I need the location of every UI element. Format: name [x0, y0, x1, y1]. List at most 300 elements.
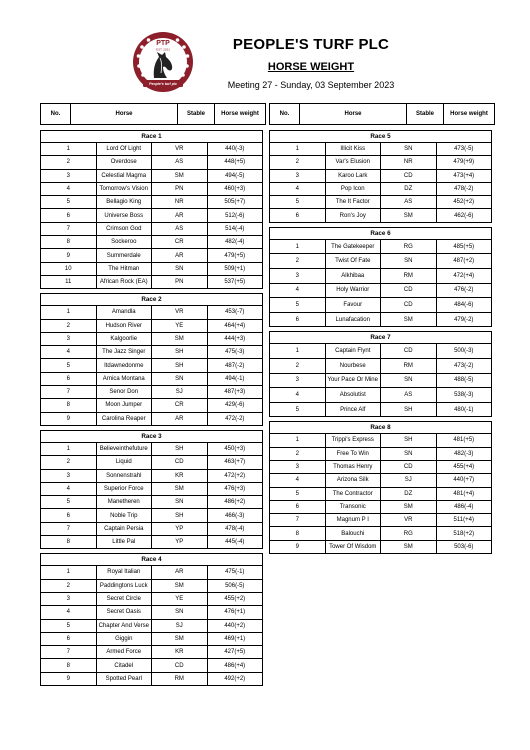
cell-no: 6	[41, 209, 97, 222]
cell-no: 2	[270, 156, 326, 169]
cell-no: 9	[41, 672, 97, 685]
cell-weight: 494(-1)	[207, 372, 263, 385]
cell-horse: Sockeroo	[96, 236, 152, 249]
cell-no: 5	[270, 402, 326, 417]
cell-horse: Tower Of Wisdom	[325, 540, 381, 553]
cell-stable: SH	[152, 359, 208, 372]
cell-no: 8	[41, 236, 97, 249]
table-row	[270, 358, 492, 373]
cell-no: 6	[41, 632, 97, 645]
cell-weight: 448(+5)	[207, 156, 263, 169]
table-row	[41, 496, 263, 509]
cell-horse: Hudson River	[96, 319, 152, 332]
cell-horse: Chapter And Verse	[96, 619, 152, 632]
meeting-info: Meeting 27 - Sunday, 03 September 2023	[227, 80, 395, 90]
cell-no: 1	[270, 344, 326, 359]
cell-horse: African Rock (EA)	[96, 275, 152, 288]
table-row	[270, 388, 492, 403]
cell-stable: YP	[152, 536, 208, 549]
cell-no: 6	[270, 209, 326, 222]
table-row	[270, 527, 492, 540]
table-row	[41, 536, 263, 549]
cell-weight: 485(+5)	[436, 239, 492, 254]
cell-horse: Trippi's Express	[325, 434, 381, 447]
cell-no: 8	[270, 527, 326, 540]
cell-no: 9	[41, 412, 97, 425]
cell-stable: RM	[381, 358, 437, 373]
cell-horse: Lord Of Light	[96, 143, 152, 156]
cell-stable: SH	[381, 434, 437, 447]
cell-horse: Royal Italian	[96, 566, 152, 579]
table-row	[41, 359, 263, 372]
cell-stable: CD	[381, 344, 437, 359]
cell-weight: 475(-1)	[207, 566, 263, 579]
header-stable: Stable	[178, 104, 215, 125]
cell-weight: 473(-5)	[436, 143, 492, 156]
cell-horse: Captain Persia	[96, 522, 152, 535]
table-row	[270, 196, 492, 209]
cell-no: 4	[41, 606, 97, 619]
cell-horse: Arnica Montana	[96, 372, 152, 385]
cell-horse: Lunafacation	[325, 312, 381, 327]
table-row	[41, 143, 263, 156]
table-row	[270, 182, 492, 195]
table-row	[270, 460, 492, 473]
cell-no: 1	[41, 306, 97, 319]
cell-stable: SM	[152, 169, 208, 182]
cell-horse: Favour	[325, 298, 381, 313]
cell-no: 7	[270, 514, 326, 527]
cell-stable: VR	[152, 306, 208, 319]
cell-horse: The Jazz Singer	[96, 346, 152, 359]
cell-stable: SM	[381, 540, 437, 553]
cell-weight: 440(+2)	[207, 619, 263, 632]
header-no: No.	[270, 104, 300, 125]
cell-stable: SJ	[381, 474, 437, 487]
header-weight: Horse weight	[444, 104, 495, 125]
cell-weight: 462(-6)	[436, 209, 492, 222]
race-table	[269, 130, 492, 223]
cell-no: 5	[41, 496, 97, 509]
cell-horse: The Gatekeeper	[325, 239, 381, 254]
cell-no: 1	[41, 143, 97, 156]
cell-horse: Balouchi	[325, 527, 381, 540]
table-row	[270, 209, 492, 222]
cell-no: 8	[41, 659, 97, 672]
cell-weight: 444(+3)	[207, 332, 263, 345]
cell-no: 3	[270, 460, 326, 473]
cell-weight: 469(+1)	[207, 632, 263, 645]
table-row	[270, 143, 492, 156]
cell-horse: Kalgoorlie	[96, 332, 152, 345]
cell-weight: 505(+7)	[207, 196, 263, 209]
cell-stable: SH	[381, 402, 437, 417]
table-row	[270, 474, 492, 487]
cell-weight: 514(-4)	[207, 222, 263, 235]
cell-horse: Superior Force	[96, 482, 152, 495]
cell-no: 6	[41, 509, 97, 522]
cell-horse: Spotted Pearl	[96, 672, 152, 685]
cell-no: 3	[41, 469, 97, 482]
cell-stable: KR	[152, 646, 208, 659]
cell-weight: 537(+5)	[207, 275, 263, 288]
cell-no: 1	[270, 143, 326, 156]
cell-horse: The It Factor	[325, 196, 381, 209]
race-title: Race 5	[270, 131, 492, 143]
table-row	[270, 402, 492, 417]
cell-weight: 480(-1)	[436, 402, 492, 417]
race-title: Race 7	[270, 332, 492, 344]
cell-weight: 478(-4)	[207, 522, 263, 535]
cell-no: 1	[41, 566, 97, 579]
cell-stable: AR	[152, 412, 208, 425]
cell-stable: SN	[381, 373, 437, 388]
cell-no: 8	[41, 399, 97, 412]
cell-horse: Little Pal	[96, 536, 152, 549]
cell-horse: Noble Trip	[96, 509, 152, 522]
race-table	[40, 430, 263, 549]
cell-no: 4	[270, 283, 326, 298]
table-row	[41, 386, 263, 399]
cell-horse: Twist Of Fate	[325, 254, 381, 269]
cell-horse: Citadel	[96, 659, 152, 672]
cell-weight: 494(-5)	[207, 169, 263, 182]
table-row	[270, 298, 492, 313]
cell-no: 11	[41, 275, 97, 288]
cell-weight: 479(+5)	[207, 249, 263, 262]
table-row	[41, 592, 263, 605]
table-row	[41, 646, 263, 659]
cell-stable: RG	[381, 527, 437, 540]
cell-no: 9	[270, 540, 326, 553]
cell-weight: 509(+1)	[207, 262, 263, 275]
cell-no: 3	[270, 169, 326, 182]
cell-horse: Carolina Reaper	[96, 412, 152, 425]
table-row	[41, 196, 263, 209]
race-title: Race 2	[41, 294, 263, 306]
cell-weight: 486(+4)	[207, 659, 263, 672]
cell-stable: RG	[381, 239, 437, 254]
cell-stable: SM	[152, 332, 208, 345]
cell-stable: AR	[152, 209, 208, 222]
table-row	[270, 156, 492, 169]
logo-est: EST. 2021	[156, 47, 170, 52]
table-row	[270, 434, 492, 447]
cell-no: 2	[41, 319, 97, 332]
table-row	[41, 209, 263, 222]
table-row	[270, 344, 492, 359]
cell-stable: YE	[152, 592, 208, 605]
cell-horse: Secret Circle	[96, 592, 152, 605]
cell-no: 7	[41, 646, 97, 659]
cell-weight: 464(+4)	[207, 319, 263, 332]
table-row	[41, 442, 263, 455]
cell-horse: Senor Don	[96, 386, 152, 399]
cell-horse: Crimson God	[96, 222, 152, 235]
cell-no: 2	[270, 254, 326, 269]
cell-stable: NR	[381, 156, 437, 169]
cell-horse: The Hitman	[96, 262, 152, 275]
cell-stable: SN	[152, 372, 208, 385]
cell-horse: Giggin	[96, 632, 152, 645]
cell-weight: 455(+4)	[436, 460, 492, 473]
table-row	[41, 319, 263, 332]
cell-stable: DZ	[381, 487, 437, 500]
race-table	[40, 293, 263, 426]
cell-stable: SN	[152, 496, 208, 509]
race-table	[269, 421, 492, 554]
cell-weight: 475(-3)	[207, 346, 263, 359]
cell-no: 1	[41, 442, 97, 455]
cell-weight: 463(+7)	[207, 456, 263, 469]
cell-weight: 482(-4)	[207, 236, 263, 249]
cell-weight: 427(+5)	[207, 646, 263, 659]
cell-stable: CD	[381, 460, 437, 473]
cell-weight: 460(+3)	[207, 182, 263, 195]
column-header	[40, 103, 266, 125]
cell-stable: NR	[152, 196, 208, 209]
cell-stable: AR	[152, 249, 208, 262]
cell-weight: 466(-3)	[207, 509, 263, 522]
right-column	[269, 103, 492, 558]
cell-no: 6	[41, 372, 97, 385]
cell-stable: CD	[152, 456, 208, 469]
cell-horse: Itdawnedonme	[96, 359, 152, 372]
cell-weight: 487(-2)	[207, 359, 263, 372]
cell-no: 3	[41, 592, 97, 605]
cell-no: 2	[270, 447, 326, 460]
header-horse: Horse	[300, 104, 407, 125]
cell-horse: Sonnenstrahl	[96, 469, 152, 482]
cell-stable: SM	[152, 632, 208, 645]
document-title: HORSE WEIGHT	[267, 61, 355, 73]
cell-horse: Arizona Silk	[325, 474, 381, 487]
cell-horse: Alkhibaa	[325, 268, 381, 283]
cell-stable: SN	[152, 606, 208, 619]
cell-horse: Bellagio King	[96, 196, 152, 209]
cell-weight: 486(-4)	[436, 500, 492, 513]
table-row	[41, 619, 263, 632]
cell-no: 2	[270, 358, 326, 373]
race-table	[40, 553, 263, 686]
cell-weight: 486(+2)	[207, 496, 263, 509]
table-row	[41, 275, 263, 288]
cell-stable: AS	[152, 222, 208, 235]
cell-no: 4	[270, 182, 326, 195]
cell-weight: 492(+2)	[207, 672, 263, 685]
cell-stable: CD	[381, 283, 437, 298]
table-row	[41, 412, 263, 425]
race-table	[40, 130, 263, 289]
cell-stable: PN	[152, 182, 208, 195]
cell-weight: 479(+9)	[436, 156, 492, 169]
cell-weight: 512(-6)	[207, 209, 263, 222]
cell-weight: 487(+2)	[436, 254, 492, 269]
table-row	[41, 169, 263, 182]
header-weight: Horse weight	[215, 104, 266, 125]
cell-no: 2	[41, 156, 97, 169]
table-row	[41, 522, 263, 535]
cell-stable: SN	[381, 143, 437, 156]
header-horse: Horse	[71, 104, 178, 125]
table-row	[41, 249, 263, 262]
header-stable: Stable	[407, 104, 444, 125]
table-row	[41, 156, 263, 169]
cell-stable: VR	[381, 514, 437, 527]
cell-horse: Summerdale	[96, 249, 152, 262]
cell-stable: AR	[152, 566, 208, 579]
cell-weight: 511(+4)	[436, 514, 492, 527]
cell-horse: Celestial Magma	[96, 169, 152, 182]
table-row	[41, 346, 263, 359]
race-title: Race 4	[41, 554, 263, 566]
cell-horse: Free To Win	[325, 447, 381, 460]
table-row	[41, 672, 263, 685]
cell-stable: CD	[152, 659, 208, 672]
cell-weight: 445(-4)	[207, 536, 263, 549]
table-row	[270, 283, 492, 298]
cell-no: 1	[270, 239, 326, 254]
cell-weight: 500(-3)	[436, 344, 492, 359]
cell-horse: Prince Alf	[325, 402, 381, 417]
cell-stable: CR	[152, 399, 208, 412]
cell-no: 4	[41, 346, 97, 359]
cell-weight: 452(+2)	[436, 196, 492, 209]
cell-stable: CD	[381, 298, 437, 313]
cell-horse: Ron's Joy	[325, 209, 381, 222]
cell-weight: 429(-6)	[207, 399, 263, 412]
cell-horse: Armed Force	[96, 646, 152, 659]
cell-no: 3	[270, 373, 326, 388]
cell-stable: PN	[152, 275, 208, 288]
cell-weight: 538(-3)	[436, 388, 492, 403]
cell-no: 7	[41, 386, 97, 399]
cell-stable: YP	[152, 522, 208, 535]
cell-no: 7	[41, 222, 97, 235]
cell-no: 4	[41, 182, 97, 195]
table-row	[41, 372, 263, 385]
cell-horse: Amandla	[96, 306, 152, 319]
table-row	[41, 632, 263, 645]
cell-no: 6	[270, 500, 326, 513]
cell-no: 5	[270, 487, 326, 500]
cell-weight: 482(-3)	[436, 447, 492, 460]
cell-weight: 488(-5)	[436, 373, 492, 388]
table-row	[270, 487, 492, 500]
cell-no: 5	[41, 196, 97, 209]
cell-no: 3	[270, 268, 326, 283]
cell-stable: RM	[152, 672, 208, 685]
cell-no: 5	[41, 619, 97, 632]
table-row	[270, 268, 492, 283]
race-title: Race 3	[41, 430, 263, 442]
cell-stable: SH	[152, 442, 208, 455]
cell-horse: Absolutist	[325, 388, 381, 403]
cell-stable: AS	[152, 156, 208, 169]
race-title: Race 8	[270, 422, 492, 434]
table-row	[41, 566, 263, 579]
cell-horse: Universe Boss	[96, 209, 152, 222]
cell-no: 3	[41, 332, 97, 345]
cell-no: 3	[41, 169, 97, 182]
cell-horse: Manetheren	[96, 496, 152, 509]
cell-horse: Thomas Henry	[325, 460, 381, 473]
cell-stable: SM	[152, 482, 208, 495]
cell-no: 10	[41, 262, 97, 275]
cell-weight: 476(+3)	[207, 482, 263, 495]
cell-stable: KR	[152, 469, 208, 482]
cell-stable: SM	[381, 209, 437, 222]
cell-horse: Transonic	[325, 500, 381, 513]
table-row	[270, 373, 492, 388]
cell-stable: SN	[381, 447, 437, 460]
cell-horse: Liquid	[96, 456, 152, 469]
table-row	[270, 540, 492, 553]
cell-no: 6	[270, 312, 326, 327]
cell-horse: Tomorrow's Vision	[96, 182, 152, 195]
table-row	[41, 399, 263, 412]
table-row	[270, 239, 492, 254]
cell-horse: Holy Warrior	[325, 283, 381, 298]
cell-stable: SM	[152, 579, 208, 592]
cell-weight: 518(+2)	[436, 527, 492, 540]
cell-weight: 440(-3)	[207, 143, 263, 156]
cell-horse: Nourbese	[325, 358, 381, 373]
cell-no: 2	[41, 579, 97, 592]
cell-weight: 453(-7)	[207, 306, 263, 319]
cell-weight: 455(+2)	[207, 592, 263, 605]
cell-no: 2	[41, 456, 97, 469]
cell-weight: 472(+2)	[207, 469, 263, 482]
table-row	[41, 262, 263, 275]
cell-stable: YE	[152, 319, 208, 332]
cell-weight: 487(+3)	[207, 386, 263, 399]
cell-no: 5	[41, 359, 97, 372]
race-title: Race 6	[270, 227, 492, 239]
table-row	[270, 254, 492, 269]
cell-horse: Var's Elusion	[325, 156, 381, 169]
cell-weight: 479(-2)	[436, 312, 492, 327]
cell-weight: 473(+4)	[436, 169, 492, 182]
cell-horse: Pop Icon	[325, 182, 381, 195]
cell-horse: Paddingtons Luck	[96, 579, 152, 592]
table-row	[41, 222, 263, 235]
cell-stable: CR	[152, 236, 208, 249]
table-row	[41, 332, 263, 345]
table-row	[41, 659, 263, 672]
race-title: Race 1	[41, 131, 263, 143]
cell-weight: 450(+3)	[207, 442, 263, 455]
cell-weight: 478(-2)	[436, 182, 492, 195]
table-row	[270, 514, 492, 527]
header-no: No.	[41, 104, 71, 125]
cell-no: 5	[270, 196, 326, 209]
cell-stable: AS	[381, 388, 437, 403]
left-column	[40, 103, 263, 690]
table-row	[41, 182, 263, 195]
cell-horse: Believeinthefuture	[96, 442, 152, 455]
cell-stable: CD	[381, 169, 437, 182]
table-row	[41, 469, 263, 482]
race-table	[269, 227, 492, 328]
cell-no: 4	[41, 482, 97, 495]
cell-weight: 506(-5)	[207, 579, 263, 592]
cell-weight: 472(-2)	[207, 412, 263, 425]
cell-horse: Illicit Kiss	[325, 143, 381, 156]
table-row	[41, 606, 263, 619]
cell-stable: SH	[152, 346, 208, 359]
cell-stable: SM	[381, 500, 437, 513]
